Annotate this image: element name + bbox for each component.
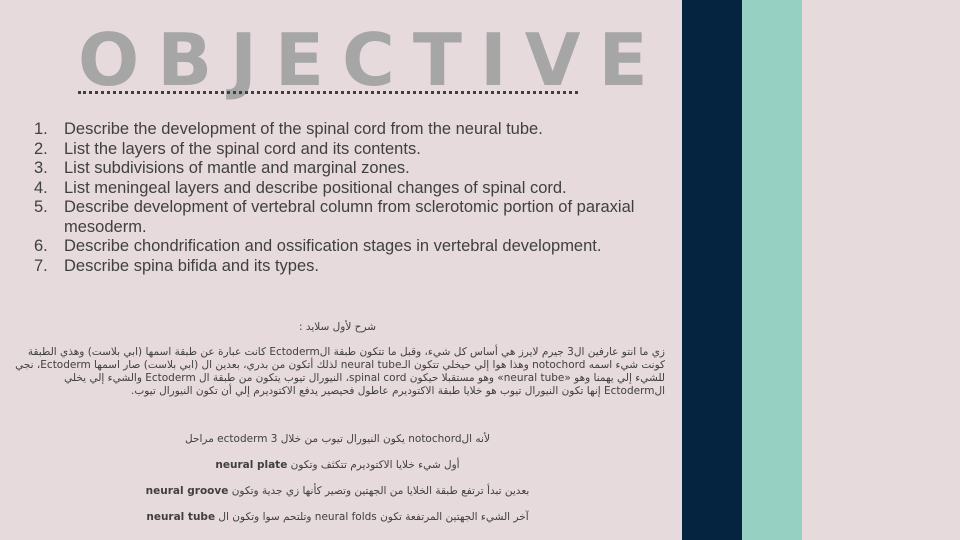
arabic-stage-3 [10,511,665,524]
objective-number: 6. [34,237,48,255]
stage-3-term: neural tube [146,511,216,523]
stage-1-term: neural plate [215,459,288,471]
arabic-heading: شرح لأول سلايد : [298,321,377,333]
objective-number: 7. [34,256,48,275]
objective-text: Describe spina bifida and its types. [64,256,319,275]
objective-item [34,257,674,277]
objective-item [34,179,674,199]
objective-text: List the layers of the spinal cord and its contents. [64,139,421,158]
objective-text: Describe chondrification and ossification stages in vertebral development. [64,237,602,255]
arabic-stage-2 [10,485,665,498]
title-dotted-underline [78,91,578,94]
objective-number: 2. [34,139,48,158]
objective-item [34,237,674,257]
objective-item [34,120,674,140]
objective-number: 1. [34,120,48,138]
arabic-stages-intro: لأنه الnotochord يكون النيورال تيوب من خلال ectoderm 3 مراحل [185,433,490,445]
objective-number: 3. [34,159,48,177]
decorative-strip-teal [742,0,802,540]
objective-text: List subdivisions of mantle and marginal zones. [64,159,410,177]
objectives-list [34,120,674,276]
objective-number: 5. [34,198,48,216]
objective-text: Describe development of vertebral column from sclerotomic portion of paraxial mesoderm. [64,198,635,236]
stage-3-text: آخر الشيء الجهتين المرتفعة تكون neural folds وتلتحم سوا وتكون ال [218,511,529,523]
decorative-strip-navy [682,0,742,540]
stage-2-text: بعدين تبدأ ترتفع طبقة الخلايا من الجهتين وتصير كأنها زي جدية وتكون [231,485,530,497]
arabic-stage-1 [10,459,665,472]
decorative-strip-light [672,0,682,540]
objective-text: List meningeal layers and describe positional changes of spinal cord. [64,178,567,197]
objective-item [34,159,674,179]
decorative-strip-pink [802,0,960,540]
objective-number: 4. [34,178,48,197]
objective-item [34,140,674,160]
stage-2-term: neural groove [145,485,229,497]
objective-text: Describe the development of the spinal cord from the neural tube. [64,120,543,138]
objective-item [34,198,674,237]
arabic-paragraph: زي ما انتو عارفين ال3 جيرم لايرز هي أساس كل شيء، وقبل ما تتكون طبقة الEctoderm كانت عبارة عن طبقة اسمها (ابي بلاست) وهذي الطبقة كونت شيء اسمه notochord وهذا هوا إلي حيخلي تتكون الـneural tube لذلك أتكون من بدري، بعدين ال (ابي بلاست) صار اسمها Ectoderm، نجي للشيء إلي يهمنا وهو «neural tube» وهو مستقبلا حيكون spinal cord، النيورال تيوب يتكون من طبقة ال Ectoderm والشيء إلي يخلي الEctoderm إنها تكون النيورال تيوب هو خلايا طبقة الاكتوديرم عاطول فحيصير يدفع الاكتوديرم إلي أن تكون النيورال تيوب. [15,346,665,397]
stage-1-text: أول شيء خلايا الاكتوديرم تتكثف وتكون [290,459,460,471]
slide-title: OBJECTIVE [78,18,666,102]
